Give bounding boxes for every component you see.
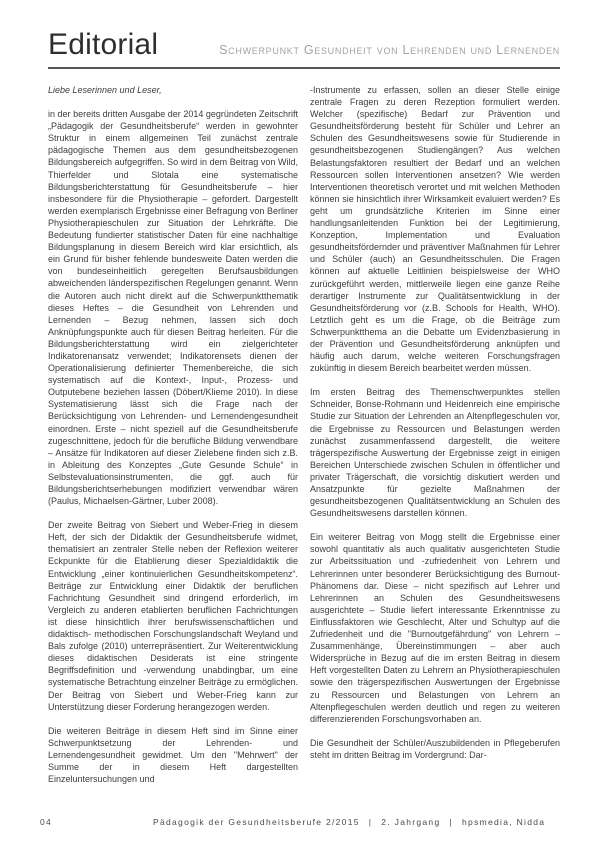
journal-title: Pädagogik der Gesundheitsberufe 2/2015 xyxy=(153,817,360,827)
page-header xyxy=(48,28,560,62)
text-columns xyxy=(48,84,560,785)
page-title: Editorial xyxy=(48,28,159,61)
paragraph-right-3: Ein weiterer Beitrag von Mogg stellt die Ergebnisse einer sowohl quantitativ als auch qualitativ ausgerichteten Studie zur Arbeitssituation und -zufriedenheit von Lehrern und Lehrerinnen unter besonderer Berücksichtigung des Burnout-Phänomens dar. Diese – nicht spezifisch auf Lehrer und Lehrerinnen an Schulen des Gesundheitswesens ausgerichtete – Studie liefert interessante Erkenntnisse zu Einflussfaktoren wie Geschlecht, Alter und Schultyp auf die Zufriedenheit und die "Burnoutgefährdung" von Lehrern – Zusammenhänge, Übereinstimmungen – aber auch Widersprüche in Bezug auf die im ersten Beitrag in diesem Heft vorgestellten Daten zu Lehrern an Physiotherapieschulen sowie den trägerspezifischen Auswertungen der Ergebnisse zu Ressourcen und Belastungen von Lehrern an Altenpflegeschulen werden deutlich und regen zu weiteren differenzierenden Forschungsvorhaben an. xyxy=(310,532,560,724)
paragraph-left-2: Der zweite Beitrag von Siebert und Weber-Frieg in diesem Heft, der sich der Didaktik der Gesundheitsberufe widmet, thematisiert an zentraler Stelle neben der Reflexion weiterer Eckpunkte für die Etablierung dieser Spezialdidaktik die Entwicklung „einer kontinuierlichen Gesundheitskompetenz“. Beiträge zur Entwicklung einer Didaktik der beruflichen Fachrichtung Gesundheit sind dringend erforderlich, im Vergleich zu anderen etablierten beruflichen Fachrichtungen ist diese hinsichtlich ihrer berufswissenschaftlichen und didaktisch- methodischen Forschungslandschaft Weyland und Bals zufolge (2010) unterrepräsentiert. Zur Weiterentwicklung dieses didaktischen Desiderats ist eine stringente Begriffsdefinition und -verwendung unabdingbar, um eine systematische Betrachtung einzelner Beiträge zu ermöglichen. Der Beitrag von Siebert und Weber-Frieg kann zur Unterstützung dieser Forderung herangezogen werden. xyxy=(48,520,298,712)
paragraph-left-3: Die weiteren Beiträge in diesem Heft sind im Sinne einer Schwerpunktsetzung der Lehrenden- und Lernendengesundheit gewidmet. Um den "Mehrwert" der Summe der in diesem Heft dargestellten Einzeluntersuchungen und xyxy=(48,725,298,785)
footer-journal-line xyxy=(153,817,587,827)
paragraph-left-1: in der bereits dritten Ausgabe der 2014 gegründeten Zeitschrift „Pädagogik der Gesundheitsberufe“ werden in gewohnter Struktur in einem allgemeinen Teil zunächst zentrale pädagogische Themen aus dem gesundheitsbezogenen Bildungsbereich aufgegriffen. So wird in dem Beitrag von Wild, Thierfelder und Slotala eine systematische Bildungsberichterstattung für Gesundheitsberufe – hier insbesondere für die Physiotherapie – gefordert. Dargestellt werden exemplarisch Ergebnisse einer Befragung von Berliner Physiotherapieschulen zur Situation der Lehrkräfte. Die Bedeutung fundierter statistischer Daten für eine nachhaltige Bildungsplanung in diesem Bereich wird klar ersichtlich, als ein Grund für bisher fehlende bundesweite Daten werden die von bundeseinheitlich geregelten Berufsausbildungen abweichenden länderspezifischen Regelungen genannt. Wenn die Autoren auch nicht direkt auf die Schwerpunktthematik dieses Heftes – die Gesundheit von Lehrenden und Lernenden – Bezug nehmen, lassen sich doch Anknüpfungspunkte auch für diesen Beitrag herleiten. Für die Bildungsberichterstattung wird ein zielgerichteter Indikatorenansatz verwendet; Indikatorensets dienen der Operationalisierung definierter Themenbereiche, die sich systematisch auf die Kontext-, Input-, Prozess- und Outputebene beziehen lassen (Döbert/Klieme 2010). In diese Systematisierung lässt sich die Frage nach der Berücksichtigung von Lehrenden- und Lernendengesundheit einordnen. Erste – nicht speziell auf die Gesundheitsberufe zugeschnittene, jedoch für die berufliche Bildung verwendbare – Ansätze für Indikatoren auf dieser Zielebene finden sich z.B. in Ableitung des Konzeptes „Gute Gesunde Schule“ in Selbstevaluationsinstrumenten, die ggf. auch für Bildungsberichtserhebungen modifiziert verwendbar wären (Paulus, Michaelsen-Gärtner, Luber 2008). xyxy=(48,109,298,507)
paragraph-right-2: Im ersten Beitrag des Themenschwerpunktes stellen Schneider, Bonse-Rohmann und Heidenreich eine empirische Studie zur Situation der Lehrenden an Altenpflegeschulen vor, die Ergebnisse zu Ressourcen und Belastungen werden zunächst zusammenfassend dargestellt, die weitere trägerspezifische Auswertung der Ergebnisse zeigt in einigen Bereichen Unterschiede zwischen Schulen in öffentlicher und privater Trägerschaft, die vorsichtig diskutiert werden und Ansatzpunkte für gezielte Maßnahmen der gesundheitsbezogenen Qualitätsentwicklung an Schulen des Gesundheitswesens darstellen können. xyxy=(310,387,560,519)
page-number: 04 xyxy=(40,817,53,827)
page-subtitle: Schwerpunkt Gesundheit von Lehrenden und Lernenden xyxy=(219,43,560,57)
header-rule xyxy=(48,67,560,69)
salutation: Liebe Leserinnen und Leser, xyxy=(48,85,162,95)
paragraph-right-4: Die Gesundheit der Schüler/Auszubildenden in Pflegeberufen steht im dritten Beitrag im Vordergrund: Dar- xyxy=(310,737,560,760)
footer-separator: | xyxy=(368,817,373,827)
page-content xyxy=(48,28,560,785)
journal-volume: 2. Jahrgang xyxy=(381,817,441,827)
footer-separator: | xyxy=(449,817,454,827)
journal-publisher: hpsmedia, Nidda xyxy=(462,817,546,827)
page-footer xyxy=(40,817,587,827)
left-column xyxy=(48,84,298,785)
paragraph-right-1: -Instrumente zu erfassen, sollen an dieser Stelle einige zentrale Fragen zu deren Rezeption formuliert werden. Welcher (spezifische) Bedarf zur Prävention und Gesundheitsförderung besteht für Schüler und Lehrer an Schulen des Gesundheitswesens sowie für Studierende in gesundheitsbezogenen Studiengängen? Aus welchen Belastungsfaktoren resultiert der Bedarf und an welchen Ressourcen sollen Interventionen ansetzen? Wie werden Interventionen theoretisch verortet und mit welchen Methoden können sie hinsichtlich ihrer Wirksamkeit evaluiert werden? Es geht um grundsätzliche Kriterien im Sinne einer handlungsanleitenden Funktion bei der Legitimierung, Konzeption, Implementation und Evaluation gesundheitsfördernder und präventiver Maßnahmen für Lehrer und Schüler (auch) an Gesundheitsschulen. Die Fragen können auf aktuelle Leitlinien beispielsweise der WHO zurückgeführt werden, mittlerweile liegen eine ganze Reihe derartiger Instrumente zur Qualitätsentwicklung in der Gesundheitsförderung vor (z.B. Schools for Health, WHO). Letztlich geht es um die Frage, ob die Beiträge zum Schwerpunktthema an die Debatte um Evidenzbasierung in der Prävention und Gesundheitsförderung anknüpfen und häufig auch darum, welche weiteren Forschungsfragen zukünftig in diesem Bereich bearbeitet werden müssen. xyxy=(310,85,560,374)
right-column xyxy=(310,84,560,785)
